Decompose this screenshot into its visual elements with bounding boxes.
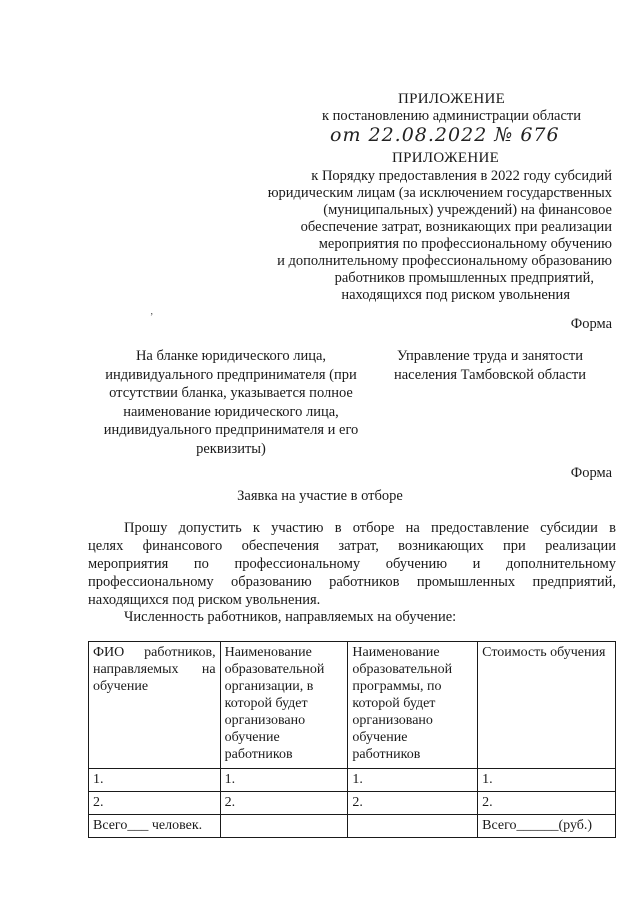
- table-row: [89, 769, 616, 792]
- employee-count-line: Численность работников, направляемых на обучение:: [124, 609, 457, 625]
- paragraph-line: профессиональному образованию работников промышленных предприятий,: [88, 574, 616, 590]
- request-paragraph: [88, 519, 616, 609]
- letterhead-line: На бланке юридического лица,: [135, 348, 327, 364]
- appendix-1-subtitle: к постановлению администрации области: [322, 108, 582, 124]
- table-row: [89, 792, 616, 815]
- handwritten-date-number: от 22.08.2022 № 676: [330, 124, 560, 146]
- appendix-2-line: юридическим лицам (за исключением государственных: [267, 185, 612, 201]
- total-employees-cell[interactable]: Всего___ человек.: [89, 815, 221, 838]
- table-cell[interactable]: 2.: [348, 792, 478, 815]
- appendix-2-line: находящихся под риском увольнения: [341, 287, 570, 303]
- appendix-2-line: обеспечение затрат, возникающих при реализации: [300, 219, 612, 235]
- appendix-1-title: ПРИЛОЖЕНИЕ: [398, 91, 506, 107]
- paragraph-line: целях финансового обеспечения затрат, возникающих при реализации: [88, 538, 616, 554]
- forma-label: Форма: [570, 465, 612, 481]
- letterhead-line: наименование юридического лица,: [123, 403, 339, 420]
- document-heading: Заявка на участие в отборе: [237, 488, 403, 504]
- table-header-row: [89, 642, 616, 769]
- appendix-2-line: (муниципальных) учреждений) на финансовое: [323, 202, 612, 218]
- recipient-block: [378, 347, 602, 384]
- table-cell[interactable]: 2.: [478, 792, 616, 815]
- table-cell-empty: [348, 815, 478, 838]
- table-cell[interactable]: 2.: [89, 792, 221, 815]
- letterhead-line: отсутствии бланка, указывается полное: [109, 385, 353, 401]
- appendix-2-line: к Порядку предоставления в 2022 году субсидий: [311, 168, 612, 184]
- paragraph-line: Прошу допустить к участию в отборе на предоставление субсидии в: [124, 520, 616, 536]
- table-cell[interactable]: 1.: [220, 769, 348, 792]
- table-cell-empty: [220, 815, 348, 838]
- appendix-2-line: и дополнительному профессиональному образованию: [277, 253, 612, 269]
- recipient-line: населения Тамбовской области: [393, 366, 587, 383]
- scan-speck: ʼ: [150, 312, 154, 323]
- header-training-cost: Стоимость обучения: [478, 642, 616, 769]
- total-cost-cell[interactable]: Всего______(руб.): [478, 815, 616, 838]
- table-total-row: [89, 815, 616, 838]
- letterhead-instruction-block: [82, 347, 380, 458]
- appendix-2-line: мероприятия по профессиональному обучению: [318, 236, 612, 252]
- header-education-organization: Наименование образовательной организации, в которой будет организовано обучение работников: [220, 642, 348, 769]
- forma-label: Форма: [570, 316, 612, 332]
- employee-training-table: [88, 641, 616, 838]
- paragraph-line: мероприятия по профессиональному обучению и дополнительному: [88, 556, 616, 572]
- appendix-2-line: работников промышленных предприятий,: [334, 270, 594, 286]
- table-cell[interactable]: 1.: [348, 769, 478, 792]
- appendix-2-title: ПРИЛОЖЕНИЕ: [392, 150, 500, 166]
- letterhead-line: индивидуального предпринимателя (при: [105, 366, 357, 383]
- table-cell[interactable]: 2.: [220, 792, 348, 815]
- letterhead-line: индивидуального предпринимателя и его: [103, 422, 359, 438]
- letterhead-line: реквизиты): [196, 440, 266, 457]
- table-cell[interactable]: 1.: [478, 769, 616, 792]
- paragraph-line: находящихся под риском увольнения.: [88, 592, 321, 608]
- table-cell[interactable]: 1.: [89, 769, 221, 792]
- header-employee-name: ФИО работников, направляемых на обучение: [89, 642, 221, 769]
- header-education-program: Наименование образовательной программы, по которой будет организовано обучение работников: [348, 642, 478, 769]
- recipient-line: Управление труда и занятости: [397, 348, 583, 364]
